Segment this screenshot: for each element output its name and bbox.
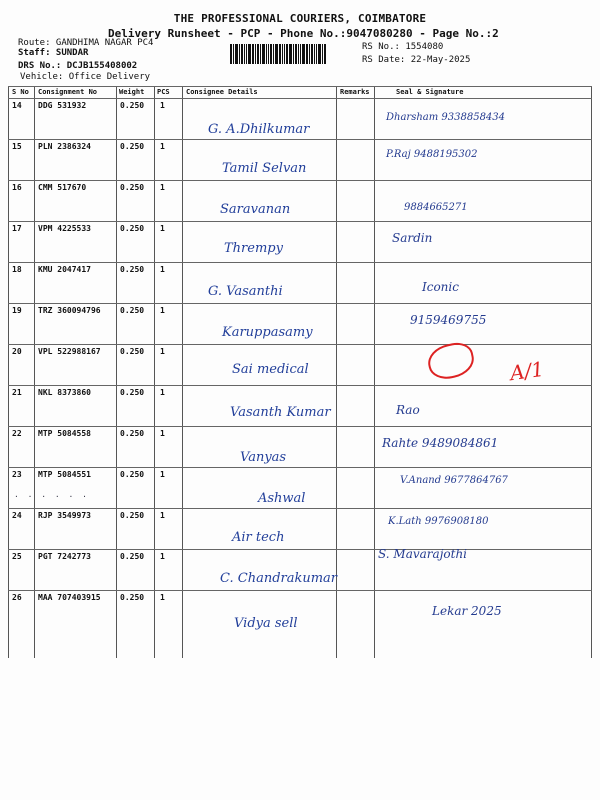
consignment-cell: MTP 5084551 [38,470,91,479]
header-signature: Seal & Signature [396,88,464,96]
signature-handwriting: P.Raj 9488195302 [386,149,478,160]
signature-handwriting: Rahte 9489084861 [382,436,499,450]
weight-cell: 0.250 [120,265,145,274]
signature-handwriting: K.Lath 9976908180 [388,516,489,527]
consignment-cell: PLN 2386324 [38,142,91,151]
consignment-cell: NKL 8373860 [38,388,91,397]
consignee-handwriting: G. Vasanthi [208,284,283,299]
signature-handwriting: Dharsham 9338858434 [386,112,506,123]
sno-cell: 24 [12,511,22,520]
table-row [8,303,592,344]
consignee-handwriting: Thrempy [224,241,283,256]
table-row [8,221,592,262]
sno-cell: 17 [12,224,22,233]
sno-cell: 16 [12,183,22,192]
weight-cell: 0.250 [120,429,145,438]
header-weight: Weight [119,88,145,96]
red-annotation: A/1 [508,356,546,386]
signature-handwriting: V.Anand 9677864767 [400,475,508,486]
rs-number: RS No.: 1554080 [362,42,444,52]
pcs-cell: 1 [160,511,165,520]
company-title: THE PROFESSIONAL COURIERS, COIMBATORE [173,12,427,25]
header-consignee: Consignee Details [186,88,258,96]
table-row [8,549,592,590]
route-label: Route: GANDHIMA NAGAR PC4 [18,38,154,48]
pcs-cell: 1 [160,429,165,438]
consignee-handwriting: Ashwal [258,491,306,506]
drs-number: DRS No.: DCJB155408002 [18,61,138,71]
pcs-cell: 1 [160,306,165,315]
consignee-handwriting: Vidya sell [234,616,298,631]
weight-cell: 0.250 [120,101,145,110]
header-consignment: Consignment No [38,88,98,96]
signature-handwriting: 9159469755 [410,313,487,327]
consignee-handwriting: Karuppasamy [222,325,313,340]
table-row [8,139,592,180]
pcs-cell: 1 [160,224,165,233]
sno-cell: 14 [12,101,22,110]
pcs-cell: 1 [160,347,165,356]
pcs-cell: 1 [160,101,165,110]
table-row [8,467,592,508]
stray-marks: · · · · · · [14,492,89,501]
consignment-cell: KMU 2047417 [38,265,91,274]
barcode [230,44,356,64]
signature-handwriting: Rao [396,403,420,417]
signature-handwriting: Sardin [392,231,433,245]
sno-cell: 20 [12,347,22,356]
header-sno: S No [12,88,29,96]
consignment-cell: VPL 522988167 [38,347,101,356]
weight-cell: 0.250 [120,224,145,233]
consignee-handwriting: Sai medical [232,362,309,377]
header-remarks: Remarks [340,88,370,96]
table-row [8,590,592,631]
sno-cell: 22 [12,429,22,438]
signature-handwriting: S. Mavarajothi [378,547,468,561]
table-row [8,508,592,549]
pcs-cell: 1 [160,265,165,274]
table-row [8,98,592,139]
sno-cell: 15 [12,142,22,151]
pcs-cell: 1 [160,142,165,151]
weight-cell: 0.250 [120,470,145,479]
vehicle-label: Vehicle: Office Delivery [20,72,151,82]
consignment-cell: CMM 517670 [38,183,87,192]
header-pcs: PCS [157,88,170,96]
consignment-cell: TRZ 360094796 [38,306,101,315]
pcs-cell: 1 [160,183,165,192]
table-row [8,180,592,221]
sno-cell: 23 [12,470,22,479]
weight-cell: 0.250 [120,183,145,192]
consignment-cell: PGT 7242773 [38,552,91,561]
runsheet-table [8,86,592,658]
runsheet-title: Delivery Runsheet - PCP - Phone No.:9047080280 - Page No.:2 [108,27,499,40]
signature-handwriting: 9884665271 [404,202,468,213]
consignee-handwriting: Air tech [232,530,285,545]
weight-cell: 0.250 [120,347,145,356]
weight-cell: 0.250 [120,593,145,602]
weight-cell: 0.250 [120,511,145,520]
consignment-cell: VPM 4225533 [38,224,91,233]
weight-cell: 0.250 [120,388,145,397]
weight-cell: 0.250 [120,306,145,315]
rs-date: RS Date: 22-May-2025 [362,55,471,65]
pcs-cell: 1 [160,552,165,561]
consignee-handwriting: Vanyas [240,450,287,465]
consignee-handwriting: Saravanan [220,202,291,217]
signature-handwriting: Lekar 2025 [432,604,502,618]
consignment-cell: MTP 5084558 [38,429,91,438]
sno-cell: 21 [12,388,22,397]
consignee-handwriting: G. A.Dhilkumar [208,122,310,137]
consignee-handwriting: Tamil Selvan [222,161,307,176]
sno-cell: 18 [12,265,22,274]
sno-cell: 19 [12,306,22,315]
consignment-cell: RJP 3549973 [38,511,91,520]
table-row [8,426,592,467]
sno-cell: 25 [12,552,22,561]
table-row [8,385,592,426]
consignee-handwriting: Vasanth Kumar [230,405,331,420]
consignment-cell: MAA 707403915 [38,593,101,602]
pcs-cell: 1 [160,388,165,397]
sno-cell: 26 [12,593,22,602]
table-row [8,262,592,303]
staff-label: Staff: SUNDAR [18,48,89,58]
weight-cell: 0.250 [120,552,145,561]
consignment-cell: DDG 531932 [38,101,87,110]
consignee-handwriting: C. Chandrakumar [220,571,338,586]
table-row [8,344,592,385]
pcs-cell: 1 [160,593,165,602]
weight-cell: 0.250 [120,142,145,151]
signature-handwriting: Iconic [422,280,459,294]
pcs-cell: 1 [160,470,165,479]
